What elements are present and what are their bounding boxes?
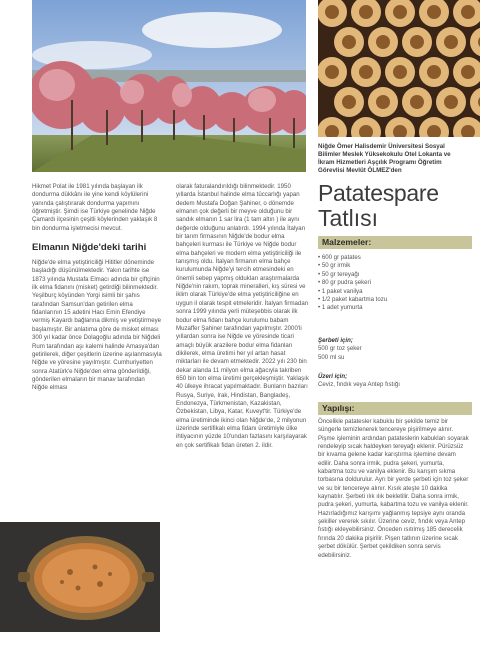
sherbet-block	[318, 337, 468, 362]
walnut-shape	[461, 5, 475, 19]
walnut-shape	[376, 95, 390, 109]
history-paragraph: Niğde'de elma yetiştiriciliği Hititler döneminde başladığı düşünülmektedir. Yakın tarihte ise 1873 yılında Mustafa Elmacı adında bir çiftçinin ilk elma fidanını (misket) getirdiği bilinmektedir. Yeşilburç köyünden Yorgi isimli bir şahıs tarafından Samsun'dan getirilen elma fidanlarının 15 adetini Hacı Emin Efendiye vermiş Kayardı bağlarına dikmiş ve yetiştirmeye başlamıştır. Bir anlatıma göre de misket elması 300 yıl kadar önce Dolagoğlu adında bir Niğdeli Rum tarafından aşı kalemi halinde Amasya'dan getirilerek, diğer çeşitlerin üzerine aşılanmasıyla Niğde ve yöresine yayılmıştır. Cumhuriyetten sonra Atatürk'e Niğde'den elma gönderildiği, gönderilen elmaların bir manav tarafından Niğde elması	[32, 259, 162, 392]
left-column	[32, 183, 162, 393]
walnut-shape	[325, 65, 339, 79]
method-heading: Yapılışı:	[318, 402, 472, 415]
middle-paragraph: olarak faturalandırıldığı bilinmektedir. 1950 yıllarda İstanbul halinde elma tüccarlığı yapan dedem Mustafa Doğan Şahiner, o dönemde elmanın çok değerli bir meyve olduğunu bir sandık elmanın 1 sar lira (1 tam altın ) ile aynı değerde olduğunu anlatırdı. 1994 yılında İtalyan bir tarım firmasının Niğde'de bodur elma bahçeleri kurması ile Türkiye ve Niğde bodur elma bahçeleri ve modern elma yetiştiriciliği ile tanışmış oldu. İtalyan firmanın elma bahçe kurulumunda Niğde'yi tercih etmesindeki en önemli sebep yapmış oldukları araştırmalarda Niğde'nin rakım, toprak mineralleri, kış süresi ve iklim olarak Türkiye'de elma yetiştiriciliğine en uygun il olarak tespit etmeleridir. İtalyan firmadan sonra 1999 yılında yerli müteşebbis olarak ilk bodur elma fidanı bahçe kurulumu babam Muzaffer Şahiner tarafından yapılmıştır. 2000'li yıllardan sonra ise Niğde ve yöresinde ticari amaçlı büyük arazilere bodur elma fidanları dikilerek, elma üretimi her yıl artan hasat miktarları ile devam etmektedir. 2022 yılı 230 bin dekar alanda 11 milyon elma ağacıyla takriben 650 bin ton elma üretimi gerçekleşmiştir. Yaklaşık 40 ülkeye ihracat yapılmaktadır. Bunların bazıları Rusya, Suriye, Irak, Hindistan, Bangladeş, Endonezya, Türkmenistan, Kazakistan, Özbekistan, Libya, Katar, Kuveyt'tir. Türkiye'de elma üretiminde ikinci olan Niğde'de, 2 milyonun üzerinde sertifikalı elma fidanı üretimiyle ülke ihtiyacının yüzde 10'undan fazlasını karşılayarak en çok sertifikalı fidan üreten 2. ildir.	[176, 183, 309, 449]
walnut-shape	[410, 35, 424, 49]
recipe-title-line2: Tatlısı	[318, 205, 379, 231]
section-heading: Elmanın Niğde'deki tarihi	[32, 242, 147, 254]
walnut-shape	[410, 95, 424, 109]
walnut-shape	[444, 95, 458, 109]
middle-column	[176, 183, 310, 450]
walnut-shape	[427, 5, 441, 19]
intro-paragraph: Hikmet Polat ile 1981 yılında başlayan ilk dondurma dükkânı ile yine kendi köylülerini yanında çalıştırarak dondurma yapımını öğretmiştir. Şimdi ise Türkiye genelinde Niğde Çamardı ilçesinin çeşitli köylerinden yaklaşık 8 bin dondurma işletmecisi mevcut.	[32, 183, 158, 232]
walnut-shape	[461, 65, 475, 79]
list-item: • 80 gr pudra şekeri	[318, 279, 371, 287]
walnut-shape	[342, 95, 356, 109]
list-item: • 1 paket vanilya	[318, 287, 363, 295]
walnut-shape	[359, 5, 373, 19]
dessert-tray-photo	[318, 0, 480, 137]
list-item: • 1 adet yumurta	[318, 304, 363, 312]
orchard-photo	[32, 0, 306, 172]
list-item: • 1/2 paket kabartma tozu	[318, 296, 388, 304]
walnut-shape	[393, 65, 407, 79]
list-item: • 600 gr patates	[318, 254, 361, 261]
sherbet-label: Şerbeti için;	[318, 337, 353, 344]
author-credit: Niğde Ömer Halisdemir Üniversitesi Sosyal Bilimler Meslek Yüksekokulu Otel Lokanta ve İkram Hizmetleri Aşçılık Programı Öğretim Görevlisi Mevlüt ÖLMEZ'den	[318, 143, 451, 175]
bowl-photo	[0, 522, 160, 632]
walnut-shape	[393, 5, 407, 19]
walnut-shape	[359, 65, 373, 79]
walnut-shape	[444, 35, 458, 49]
walnut-shape	[376, 35, 390, 49]
list-item: • 50 gr irmik	[318, 262, 351, 270]
ingredients-heading: Malzemeler:	[318, 236, 472, 249]
walnut-shape	[342, 35, 356, 49]
method-paragraph: Öncelikle patatesler kabuklu bir şekilde temiz bir süngerle temizlenerek tencereye pişirilmeye alınır. Pişme işleminin ardından patateslerin kabukları soyarak rendeleyip sıcak haldeyken tereyağı eklenir. Pürüzsüz bir kıvama gelene kadar karıştırma işlemine devam edilir. Daha sonra irmik, pudra şekeri, yumurta, kabartma tozu ve vanilya eklenir. Bu karışım sıkma torbasına doldurulur. Ayrı bir yerde şerbeti için toz şeker ve su bir tencereye alınır. Kısık ateşte 10 dakika kaynatılır. Şerbeti ılık ılık bekletilir. Daha sonra irmik, pudra şekeri, yumurta, kabartma tozu ve vanilya eklenir. Hazırladığımız karışımı yağlanmış tepsiye aynı oranda şekiller vererek sıkılır. Üzerine ceviz, fındık veya Antep fıstığı ekleyebilirsiniz. Önceden ısıtılmış 185 derecelik fırında 20 dakika pişirilir. Pişen tatlının üzerine sıcak şerbet dökülür. Şerbet çekildiken sonra servis edebilirsiniz.	[318, 418, 469, 559]
recipe-title-line1: Patatespare	[318, 180, 439, 206]
sherbet-line: 500 gr toz şeker	[318, 345, 362, 353]
topping-text: Ceviz, fındık veya Antep fıstığı	[318, 381, 400, 389]
walnut-shape	[325, 5, 339, 19]
ingredients-list	[318, 254, 468, 313]
list-item: • 50 gr tereyağı	[318, 270, 360, 278]
topping-label: Üzeri için;	[318, 373, 348, 380]
topping-block	[318, 373, 468, 390]
walnut-shape	[427, 65, 441, 79]
sherbet-line: 500 ml su	[318, 353, 345, 361]
